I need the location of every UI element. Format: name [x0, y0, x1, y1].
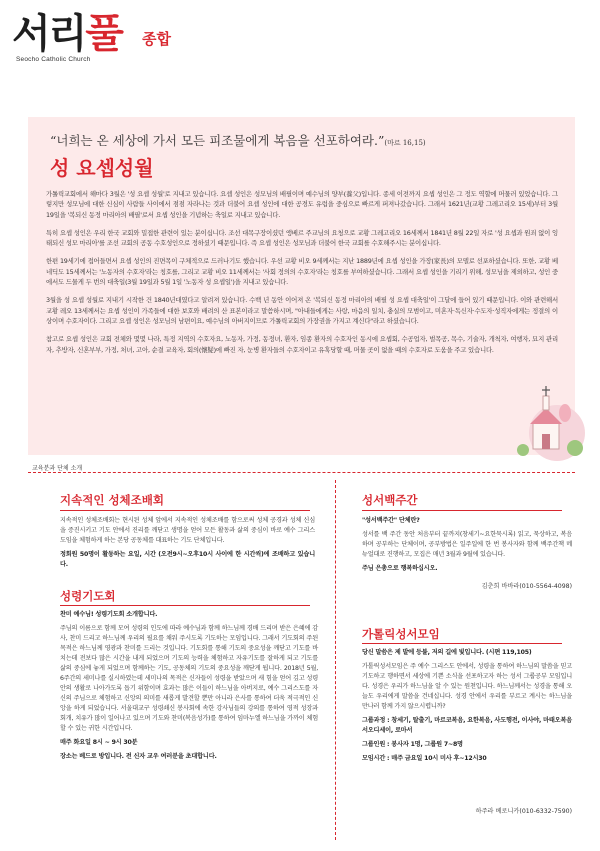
- bible-study-section: [362, 648, 572, 768]
- bible-study-underline: [362, 643, 562, 644]
- bible-study-members: 그룹인원 : 봉사자 1명, 그룹원 7~8명: [362, 741, 463, 748]
- section-divider-label: 교육분과 단체 소개: [32, 465, 83, 472]
- scripture-quote: [50, 131, 550, 149]
- section-label: 종합: [142, 30, 171, 48]
- bible-flower-note: 주님 은총으로 행복하십시오.: [362, 565, 438, 572]
- adoration-body: 지속적인 성체조배회는 현시된 성체 앞에서 지속적인 성체조배를 함으로써 성체 공경과 성체 신심을 증진시키고 기도 안에서 진리를 깨닫고 생명을 얻어 모든 활동과 삶의 중심이 바로 예수 그리스도임을 체험하게 하는 본당 공동체를 대표하는 기도 단체입니다.: [60, 517, 315, 544]
- adoration-section: [60, 516, 315, 574]
- feature-article: [28, 117, 575, 455]
- logo: [12, 12, 122, 56]
- prayer-time: 매주 화요일 8시 ~ 9시 30분: [60, 739, 138, 746]
- article-paragraph: 3월을 성 요셉 성월로 지내기 시작한 건 1840년대였다고 알려져 있습니다. 수백 년 동안 이어져 온 '복되신 동정 마리아의 배필 성 요셉 대축일'이 그달에 들어 있기 때문입니다. 이와 관련해서 교황 레오 13세께서는 요셉 성인이 가족들에 대한 보호와 배려의 산 표본이라고 말씀하시며, "아내들에게는 사랑, 마음의 일치, 충실의 모범이고, 미혼자·독신자·수도자·성직자에게는 정결의 이상이며 수호자이다. 그리고 요셉 성인은 성모님의 남편이요, 예수님의 아버지이므로 가톨릭교회의 가장권을 가지고 계신다"라고 하셨습니다.: [46, 296, 558, 325]
- bible-flower-contact: 김춘희 바바라(010-5564-4098): [481, 583, 572, 590]
- bible-flower-title: 성서백주간: [362, 493, 418, 507]
- logo-subtitle: Seocho Catholic Church: [16, 56, 91, 63]
- bible-study-time: 모임시간 : 매주 금요일 10시 미사 후~12시30: [362, 755, 487, 762]
- bible-study-contact: 하주라 베로니카(010-6332-7590): [475, 808, 572, 815]
- bible-flower-section: [362, 516, 572, 578]
- section-divider: [28, 472, 575, 473]
- bible-study-body: 가톨릭성서모임은 주 예수 그리스도 안에서, 성령을 통하여 하느님의 말씀을 믿고 기도하고 행하면서 세상에 기쁜 소식을 선포하고자 하는 성서 그룹공부 모임입니다. 성경은 우리가 하느님을 알 수 있는 원천입니다. 하느님께서는 성경을 통해 오늘도 우리에게 말씀을 건네십니다. 성경 안에서 우리를 부르고 계시는 하느님을 만나러 함께 가지 않으시렵니까?: [362, 663, 572, 710]
- prayer-section: [60, 610, 318, 766]
- article-body: [46, 189, 558, 363]
- prayer-underline: [60, 605, 310, 606]
- church-illustration-icon: [505, 378, 590, 468]
- logo-part1: 서리: [12, 11, 86, 57]
- bible-flower-underline: [362, 510, 562, 511]
- prayer-place: 장소는 베드로 방입니다. 전 신자 교우 여러분을 초대합니다.: [60, 753, 217, 760]
- adoration-underline: [60, 510, 310, 511]
- article-title: 성 요셉성월: [50, 156, 154, 180]
- article-paragraph: 한편 19세기에 접어들면서 요셉 성인의 진면목이 구체적으로 드러나기도 했습니다. 우선 교황 비오 9세께서는 지난 1889년에 요셉 성인을 가장(家長)의 모델로 선포하셨습니다. 또한, 교황 베네딕도 15세께서는 '노동자의 수호자'라는 칭호를, 그리고 교황 비오 11세께서는 '사회 정의의 수호자'라는 칭호를 부여하셨습니다. 그래서 요셉 성인을 기리기 위해, 성모님을 제외하고, 성인 중에서도 드물게 두 번의 대축일(3월 19일과 5월 1일 '노동자 성 요셉일')을 지내고 있습니다.: [46, 257, 558, 287]
- logo-part2: 풀: [85, 11, 122, 57]
- article-paragraph: 가톨릭교회에서 해마다 3월은 '성 요셉 성월'로 지내고 있습니다. 요셉 성인은 성모님의 배필이며 예수님의 양부(養父)입니다. 종세 이전까지 요셉 성인은 그 정도 역할에 머물러 있었습니다. 그렇지만 성모님에 대한 신심이 사람들 사이에서 점점 자라나는 것과 더불어 요셉 성인에 대한 공경도 유럽을 중심으로 빠르게 퍼져나갔습니다. 그래서 1621년(교황 그레고리오 15세)부터 3월 19일을 '복되신 동정 마리아의 배필'로서 요셉 성인을 기념하는 축일로 지내고 있습니다.: [46, 190, 558, 219]
- adoration-title: 지속적인 성체조배회: [60, 493, 164, 507]
- bible-study-subtitle: 당신 말씀은 제 발에 등불, 저의 길에 빛입니다. (시편 119,105): [362, 649, 532, 656]
- bible-study-groups: 그룹과정 : 창세기, 탈출기, 마르코복음, 요한복음, 사도행전, 이사야, 마태오복음서오디세이, 로마서: [362, 717, 572, 734]
- adoration-schedule: 정회원 50명이 활동하는 요일, 시간 (오전9시~오후10시 사이에 한 시간씩)에 조배하고 있습니다.: [60, 551, 315, 568]
- article-paragraph: 특히 요셉 성인은 우리 한국 교회와 밀접한 관련이 있는 분이십니다. 조선 대목구장이셨던 앵베르 주교님의 요청으로 교황 그레고리오 16세께서 1841년 8월 22일 자로 '성 요셉과 원죄 없이 잉태되신 성모 마리아'를 조선 교회의 공동 수호성인으로 정하셨기 때문입니다. 즉 요셉 성인은 성모님과 더불어 한국 교회를 수호해주시는 분이십니다.: [46, 228, 558, 248]
- bible-flower-subtitle: "성서백주간" 단체란?: [362, 517, 420, 524]
- prayer-title: 성령기도회: [60, 589, 116, 603]
- article-paragraph: 참고로 요셉 성인은 교회 전체와 몇몇 나라, 특정 지역의 수호자요, 노동자, 가정, 동정녀, 환자, 임종 환자의 수호자인 동시에 요셉회, 수공업자, 벌목공, 목수, 기술자, 개척자, 여행자, 묘지 관리자, 추방자, 신혼부부, 가정, 처녀, 고아, 순결 교육자, 회의(懷疑)에 빠진 자, 눈병 환자들의 수호자이고 유혹당할 때, 머물 곳이 없을 때의 수호자로 도움을 주고 있습니다.: [46, 335, 558, 354]
- quote-reference: (마르 16,15): [384, 139, 426, 147]
- prayer-subtitle: 찬미 예수님! 성령기도회 소개합니다.: [60, 611, 158, 618]
- bible-flower-body: 성서를 백 주간 동안 처음부터 끝까지(창세기~요한묵시록) 읽고, 묵상하고, 복음하며 공부하는 단체이며, 공부방법은 일주일에 한 번 봉사자와 함께 백주간책 메뉴얼대로 진행하고, 모집은 매년 3월과 9월에 있습니다.: [362, 531, 572, 558]
- bible-study-title: 가톨릭성서모임: [362, 627, 440, 641]
- column-divider: [335, 480, 336, 840]
- quote-text: “너희는 온 세상에 가서 모든 피조물에게 복음을 선포하여라.”: [50, 133, 385, 148]
- prayer-body: 주님의 이름으로 함께 모여 성령의 인도에 따라 예수님과 함께 하느님께 경배 드리며 받은 은혜에 감사, 찬미 드리고 하느님께 우리의 필요를 채워 주시도록 기도하는 모임입니다. 그래서 기도회의 주된 목적은 하느님께 영광과 찬미를 드리는 것입니다. 기도회를 통해 기도의 중요성을 깨닫고 기도를 바치는데 전보다 많은 시간을 내게 되었으며 기도의 능력을 체험하고 자유기도를 잘하게 되고 기도를 삶의 중심에 놓게 되었으며 함께하는 기도, 공동체의 기도의 중요성을 깨닫게 됩니다. 2018년 5월, 6주간의 세미나를 실시하였는데 세미나의 목적은 신자들이 성령을 받았으며 새 힘을 얻어 깊고 성령 안의 생활로 나아가도록 돕기 위함이며 효과는 많은 이들이 하느님을 아버지로, 예수 그리스도를 자신의 주님으로 체험하고 신앙의 의미를 새롭게 발견할 뿐만 아니라 은사를 통하여 더욱 적극적인 신앙을 하게 되었습니다. 서울대교구 성령쇄신 봉사회에 속한 강사님들의 강의를 통하여 영적 성장과 회개, 치유가 많이 일어나고 있으며 기도와 찬미(복음성가)를 통하여 임마누엘 하느님을 가까이 체험할 수 있는 귀한 시간입니다.: [60, 625, 318, 732]
- masthead: [12, 8, 262, 83]
